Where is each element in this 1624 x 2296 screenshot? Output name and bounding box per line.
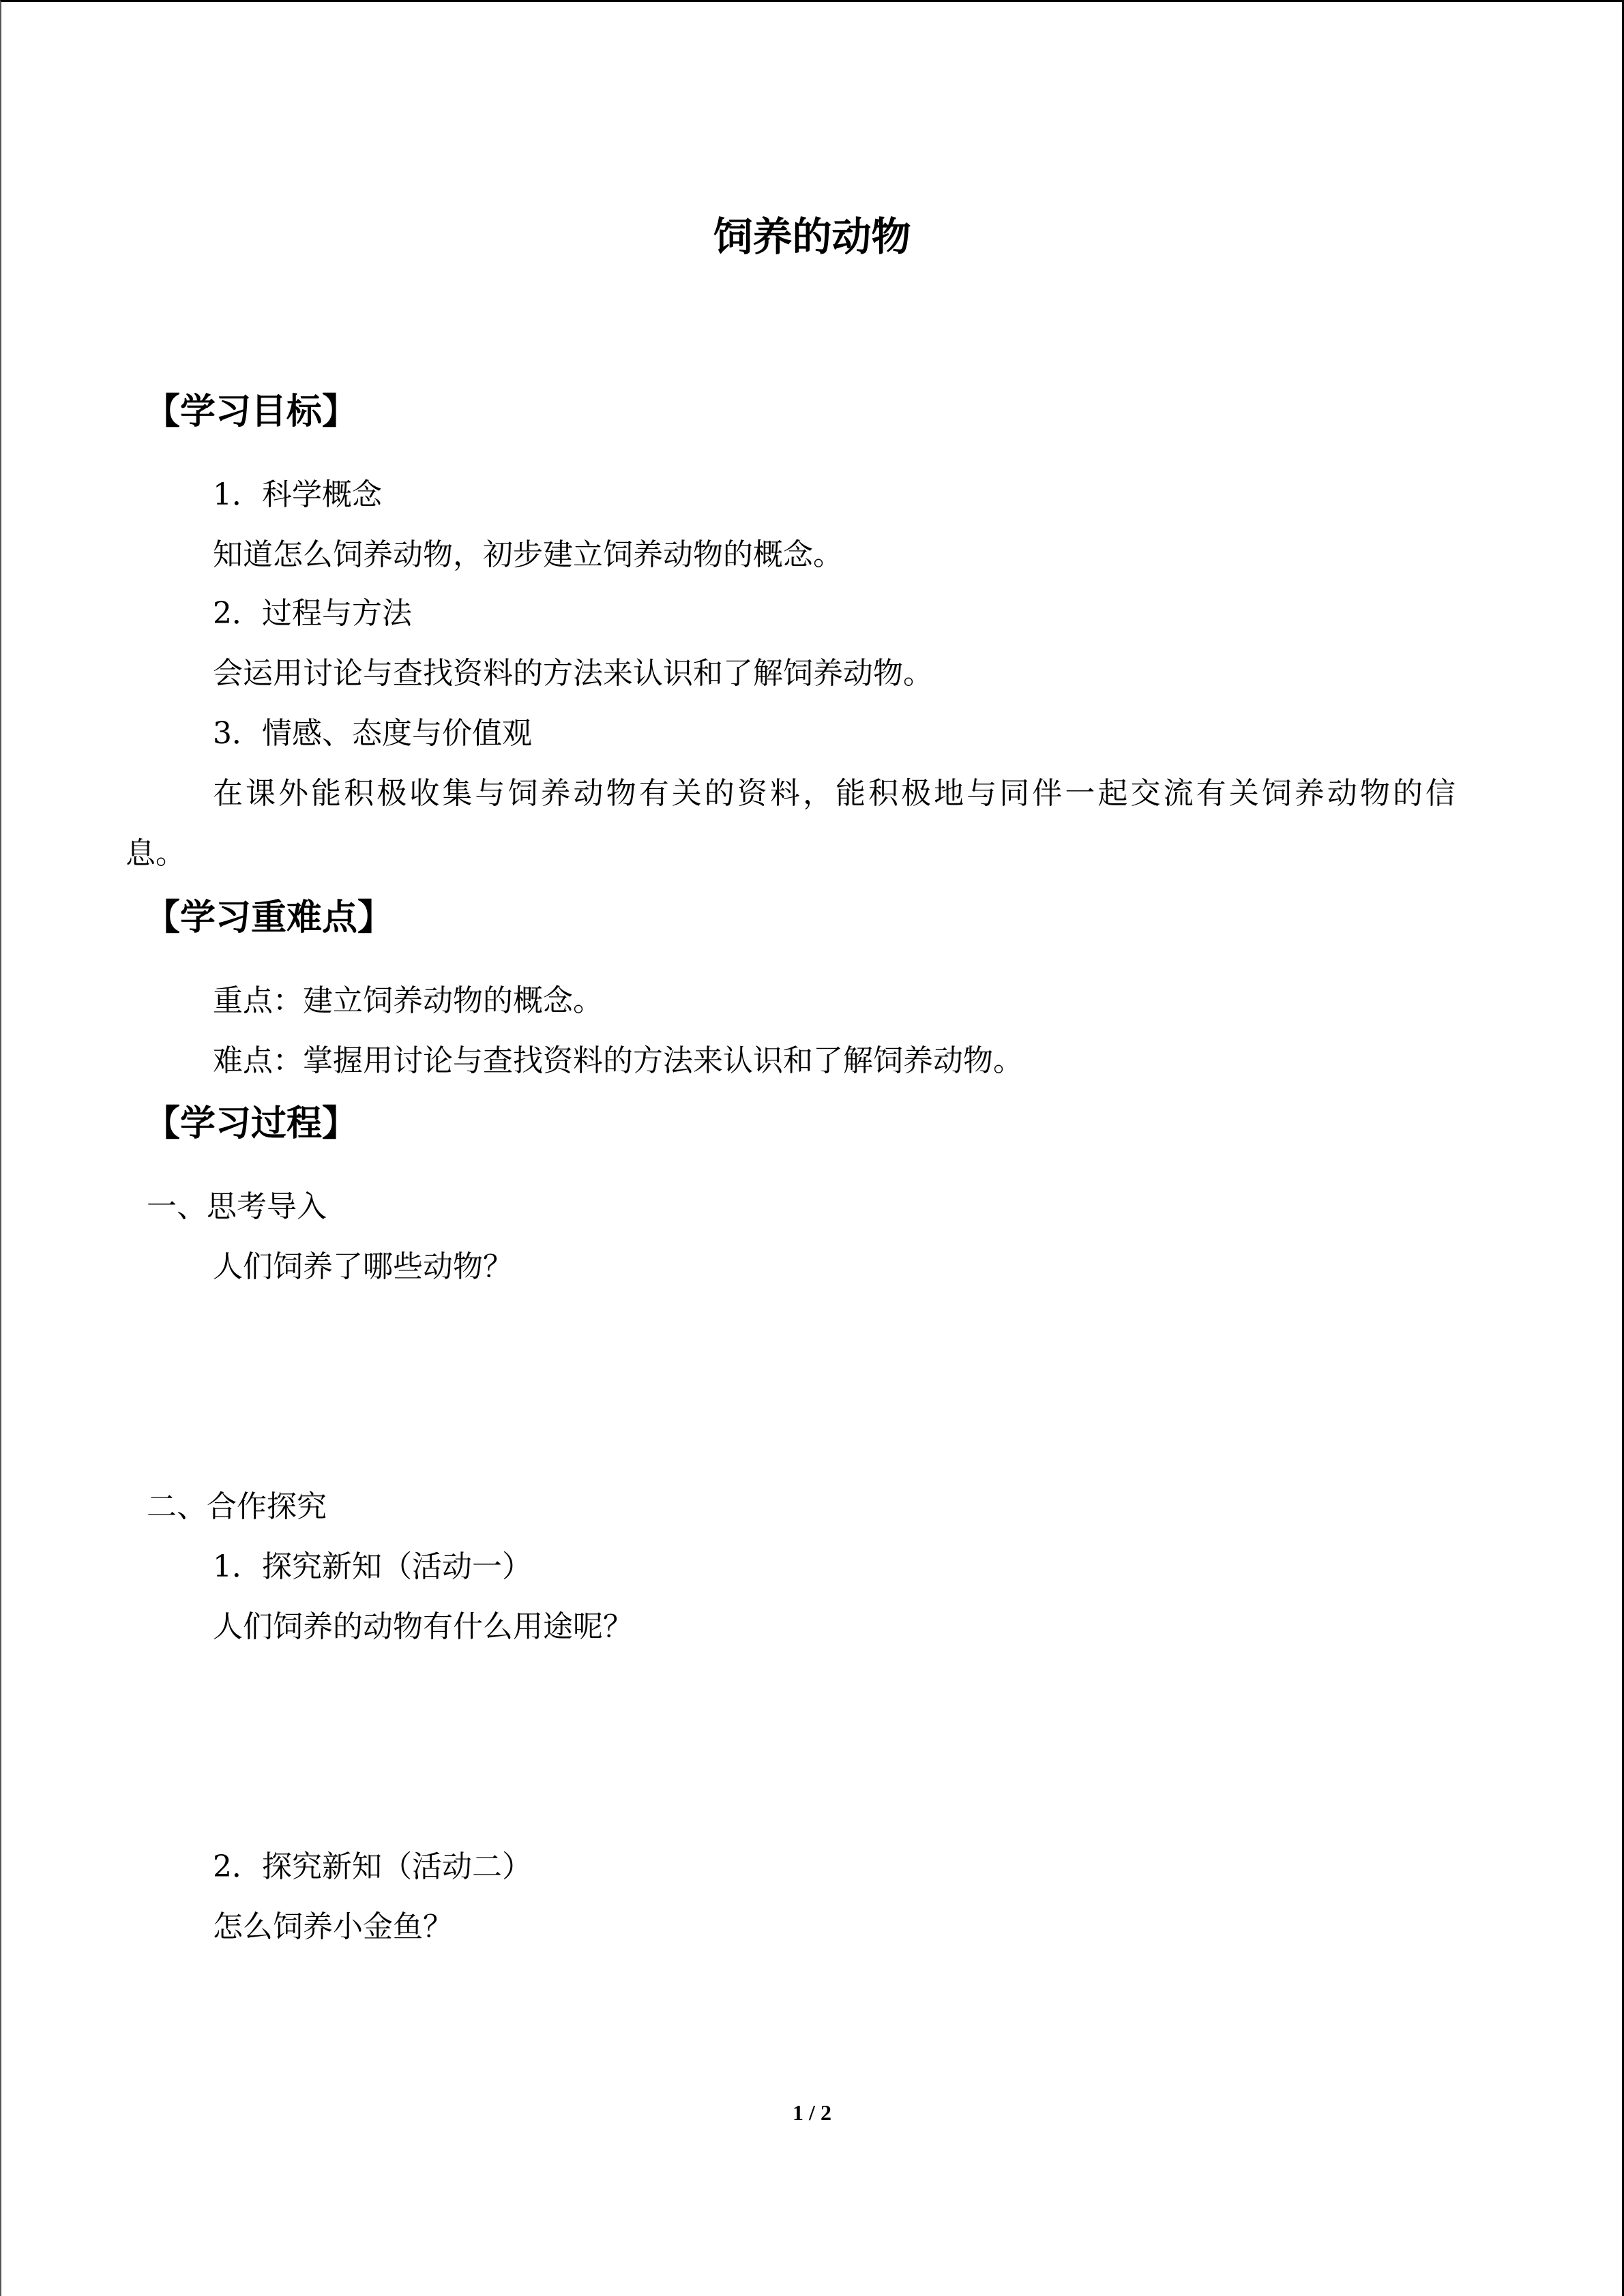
- section-heading-objectives: 【学习目标】: [145, 391, 358, 432]
- objective-1-label: 1．科学概念: [213, 477, 382, 512]
- objective-3-text-line1: 在课外能积极收集与饲养动物有关的资料，能积极地与同伴一起交流有关饲养动物的信: [213, 776, 1456, 811]
- objective-1-text: 知道怎么饲养动物，初步建立饲养动物的概念。: [213, 537, 843, 572]
- activity-2-label: 2．探究新知（活动二）: [213, 1849, 532, 1884]
- activity-2-question: 怎么饲养小金鱼？: [213, 1909, 453, 1944]
- objective-3-label: 3．情感、态度与价值观: [213, 716, 532, 751]
- section-heading-key-points: 【学习重难点】: [145, 897, 394, 938]
- page-number: 1 / 2: [793, 2100, 831, 2125]
- process-part1-heading: 一、思考导入: [147, 1189, 327, 1224]
- process-part2-heading: 二、合作探究: [147, 1489, 327, 1524]
- process-part1-question: 人们饲养了哪些动物？: [213, 1249, 513, 1284]
- difficult-point-text: 难点：掌握用讨论与查找资料的方法来认识和了解饲养动物。: [213, 1043, 1023, 1078]
- key-point-text: 重点：建立饲养动物的概念。: [213, 983, 603, 1018]
- objective-3-text-line2: 息。: [126, 836, 186, 871]
- objective-2-label: 2．过程与方法: [213, 596, 412, 631]
- activity-1-question: 人们饲养的动物有什么用途呢？: [213, 1609, 633, 1644]
- objective-2-text: 会运用讨论与查找资料的方法来认识和了解饲养动物。: [213, 656, 933, 691]
- document-title: 饲养的动物: [713, 213, 911, 260]
- activity-1-label: 1．探究新知（活动一）: [213, 1549, 532, 1584]
- section-heading-process: 【学习过程】: [145, 1103, 358, 1144]
